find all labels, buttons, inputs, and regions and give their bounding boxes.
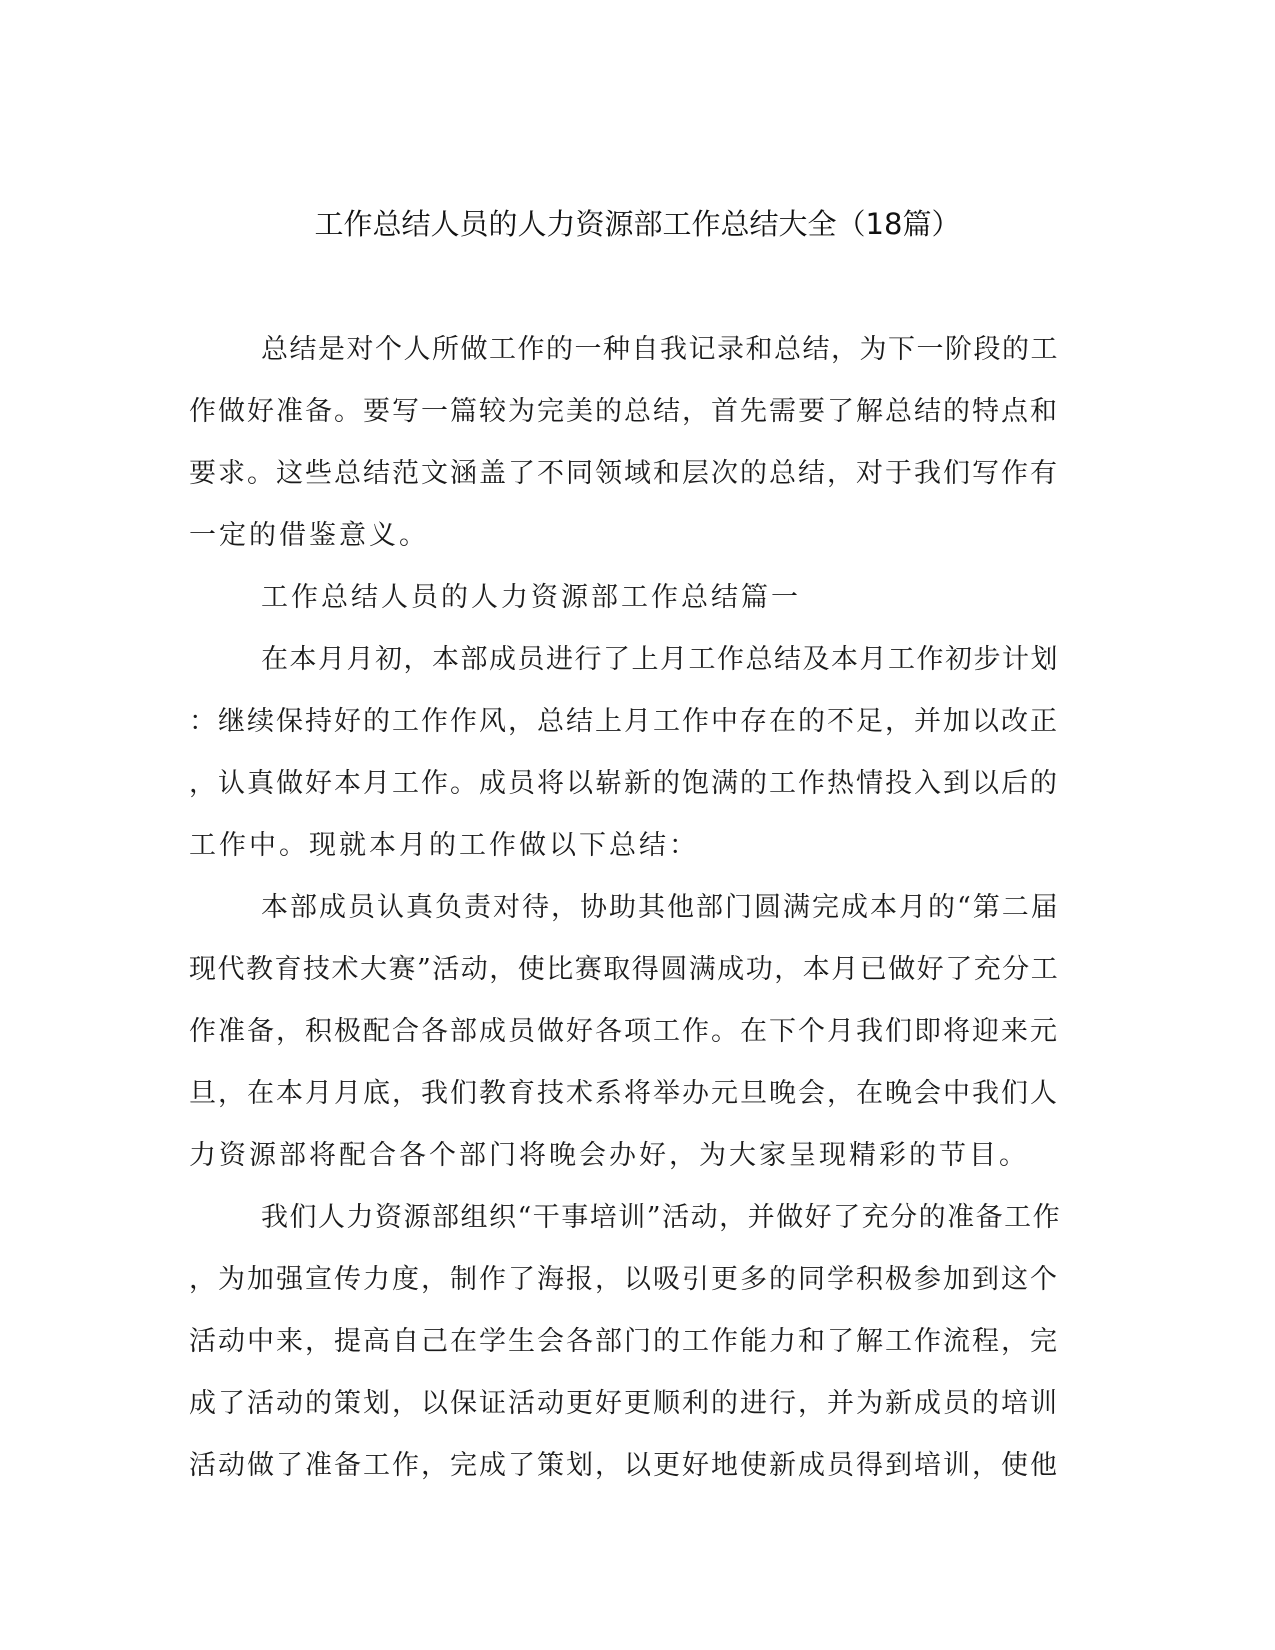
- text-line: 活动做了准备工作，完成了策划，以更好地使新成员得到培训，使他: [189, 1450, 1059, 1481]
- text-line: 工作总结人员的人力资源部工作总结篇一: [261, 582, 801, 613]
- text-line: 总结是对个人所做工作的一种自我记录和总结，为下一阶段的工: [261, 334, 1059, 365]
- text-line: ，认真做好本月工作。成员将以崭新的饱满的工作热情投入到以后的: [189, 768, 1059, 799]
- text-line: 现代教育技术大赛”活动，使比赛取得圆满成功，本月已做好了充分工: [189, 954, 1060, 985]
- text-line: 作准备，积极配合各部成员做好各项工作。在下个月我们即将迎来元: [189, 1016, 1059, 1047]
- text-line: ，为加强宣传力度，制作了海报，以吸引更多的同学积极参加到这个: [189, 1264, 1059, 1295]
- text-line: 我们人力资源部组织“干事培训”活动，并做好了充分的准备工作: [261, 1202, 1062, 1233]
- text-line: 一定的借鉴意义。: [189, 520, 429, 551]
- text-line: 要求。这些总结范文涵盖了不同领域和层次的总结，对于我们写作有: [189, 458, 1059, 489]
- text-line: 成了活动的策划，以保证活动更好更顺利的进行，并为新成员的培训: [189, 1388, 1059, 1419]
- text-line: ：继续保持好的工作作风，总结上月工作中存在的不足，并加以改正: [189, 706, 1059, 737]
- text-line: 力资源部将配合各个部门将晚会办好，为大家呈现精彩的节目。: [189, 1140, 1029, 1171]
- text-line: 活动中来，提高自己在学生会各部门的工作能力和了解工作流程，完: [189, 1326, 1059, 1357]
- text-line: 旦，在本月月底，我们教育技术系将举办元旦晚会，在晚会中我们人: [189, 1078, 1059, 1109]
- text-line: 本部成员认真负责对待，协助其他部门圆满完成本月的“第二届: [261, 892, 1060, 923]
- text-line: 工作中。现就本月的工作做以下总结：: [189, 830, 699, 861]
- text-line: 作做好准备。要写一篇较为完美的总结，首先需要了解总结的特点和: [189, 396, 1059, 427]
- text-line: 在本月月初，本部成员进行了上月工作总结及本月工作初步计划: [261, 644, 1059, 675]
- document-body: [189, 330, 1069, 1508]
- document-title: 工作总结人员的人力资源部工作总结大全（18篇）: [314, 207, 961, 241]
